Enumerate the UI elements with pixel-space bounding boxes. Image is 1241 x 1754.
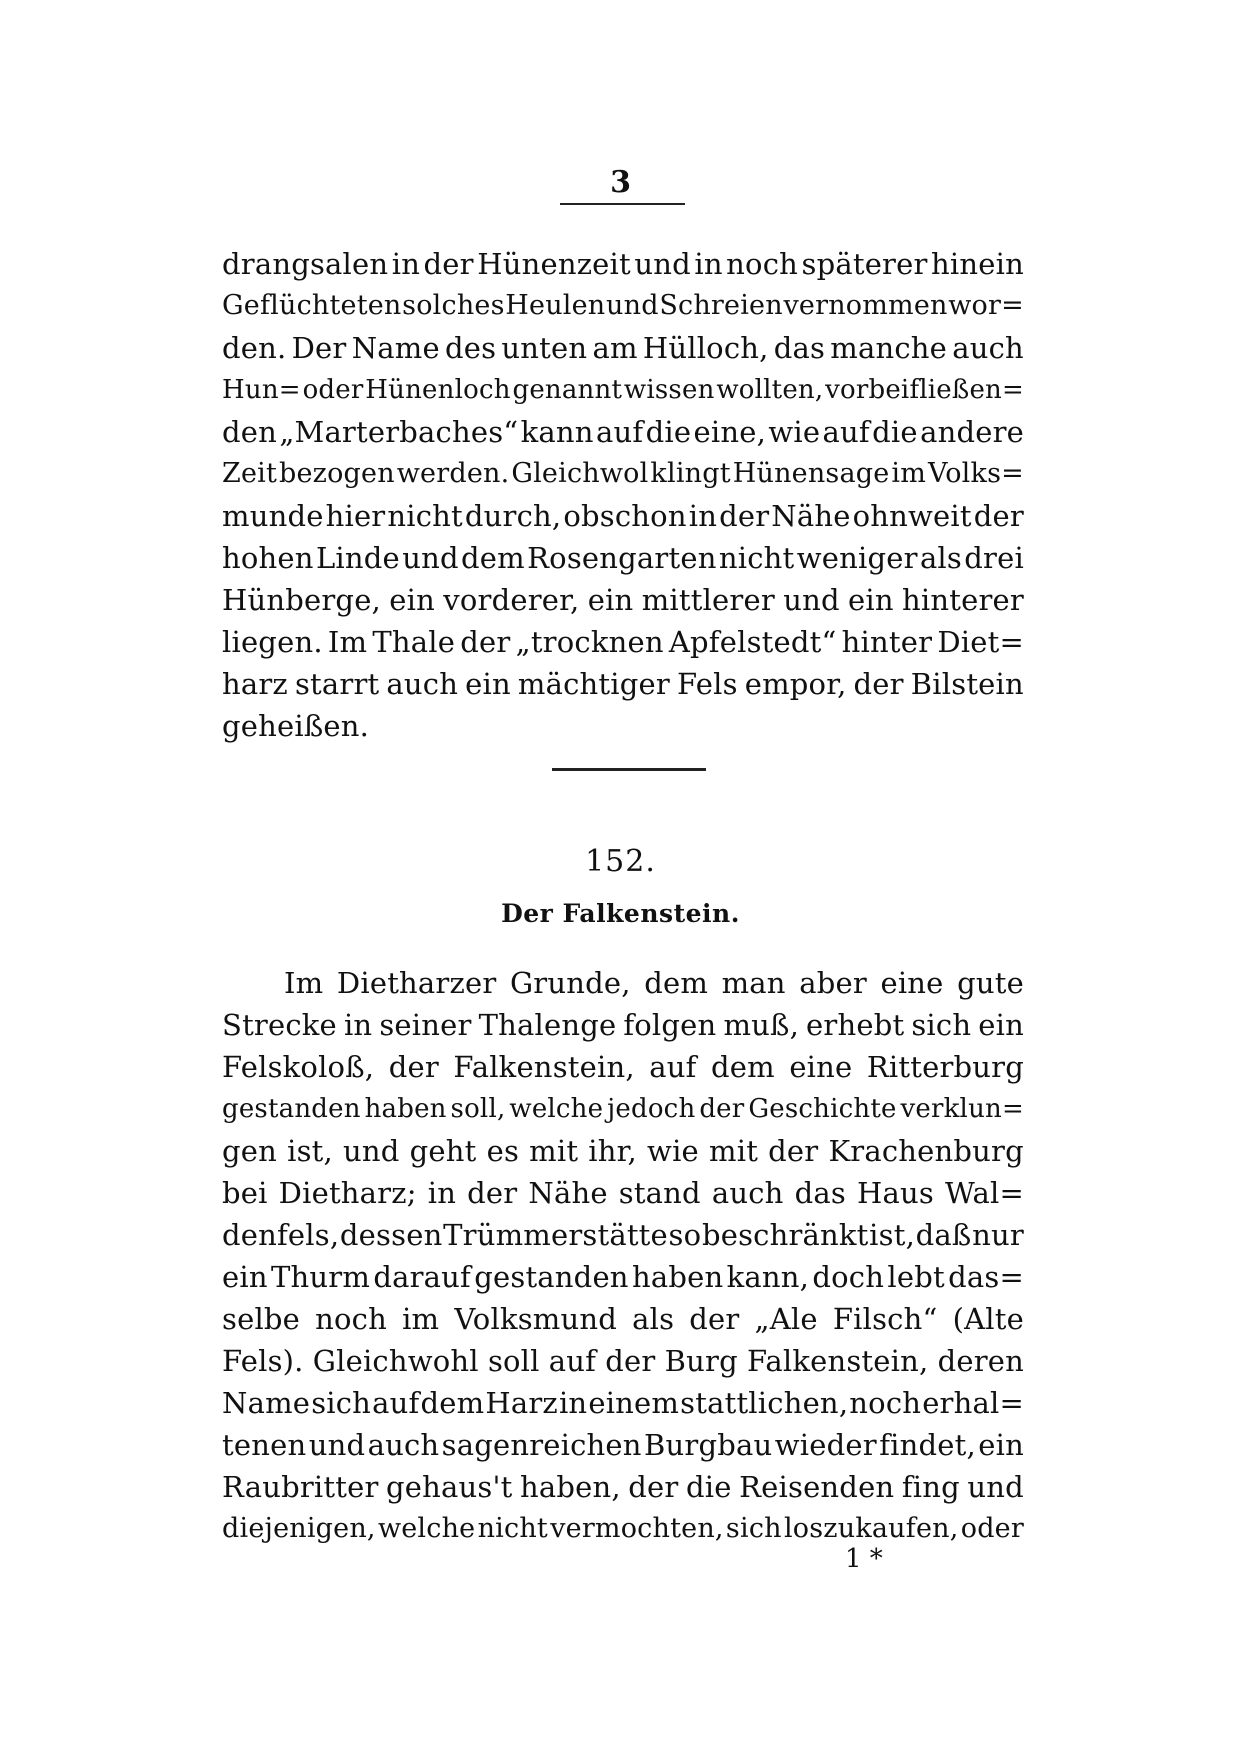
text-line: Hun= oder Hünenloch genannt wissen wollten, vorbeifließen=: [222, 375, 1024, 405]
text-line: Geflüchteten solches Heulen und Schreien vernommen wor=: [222, 290, 1024, 321]
text-line: Strecke in seiner Thalenge folgen muß, erhebt sich ein: [222, 1008, 1024, 1042]
section-number: 152.: [585, 844, 656, 879]
text-line: Hünberge, ein vorderer, ein mittlerer und ein hinterer: [222, 583, 1024, 617]
text-line: ein Thurm darauf gestanden haben kann, doch lebt das=: [222, 1260, 1024, 1294]
text-line: liegen. Im Thale der „trocknen Apfelstedt“ hinter Diet=: [222, 625, 1024, 659]
text-line: munde hier nicht durch, obschon in der Nähe ohnweit der: [222, 499, 1024, 533]
continuation-text: [222, 243, 1024, 747]
section-divider: [552, 768, 706, 771]
header-rule: [560, 203, 685, 205]
text-line: Zeit bezogen werden. Gleichwol klingt Hünensage im Volks=: [222, 458, 1024, 489]
text-line: Felskoloß, der Falkenstein, auf dem eine Ritterburg: [222, 1050, 1024, 1084]
text-line: tenen und auch sagenreichen Burgbau wieder findet, ein: [222, 1428, 1024, 1462]
page-number: 3: [610, 165, 631, 200]
text-line: Raubritter gehaus't haben, der die Reisenden fing und: [222, 1470, 1024, 1504]
text-line: den. Der Name des unten am Hülloch, das manche auch: [222, 331, 1024, 365]
text-line: gen ist, und geht es mit ihr, wie mit der Krachenburg: [222, 1134, 1024, 1168]
text-line: den „Marterbaches“ kann auf die eine, wie auf die andere: [222, 415, 1024, 449]
text-line: geheißen.: [222, 709, 370, 743]
text-line: drangsalen in der Hünenzeit und in noch späterer hinein: [222, 247, 1024, 281]
text-line: diejenigen, welche nicht vermochten, sich loszukaufen, oder: [222, 1513, 1024, 1544]
text-line: gestanden haben soll, welche jedoch der Geschichte verklun=: [222, 1094, 1024, 1124]
printer-signature: 1 *: [845, 1544, 883, 1574]
text-line: selbe noch im Volksmund als der „Ale Filsch“ (Alte: [222, 1302, 1024, 1336]
section-text: [222, 962, 1024, 1550]
text-line: Fels). Gleichwohl soll auf der Burg Falkenstein, deren: [222, 1344, 1024, 1378]
text-line: Name sich auf dem Harz in einem stattlichen, noch erhal=: [222, 1386, 1024, 1420]
text-line: hohen Linde und dem Rosengarten nicht weniger als drei: [222, 541, 1024, 575]
text-line: Im Dietharzer Grunde, dem man aber eine gute: [284, 966, 1024, 1000]
section-title: Der Falkenstein.: [501, 899, 740, 928]
text-line: denfels, dessen Trümmerstätte so beschränkt ist, daß nur: [222, 1218, 1024, 1252]
text-line: harz starrt auch ein mächtiger Fels empor, der Bilstein: [222, 667, 1024, 701]
text-line: bei Dietharz; in der Nähe stand auch das Haus Wal=: [222, 1176, 1024, 1210]
